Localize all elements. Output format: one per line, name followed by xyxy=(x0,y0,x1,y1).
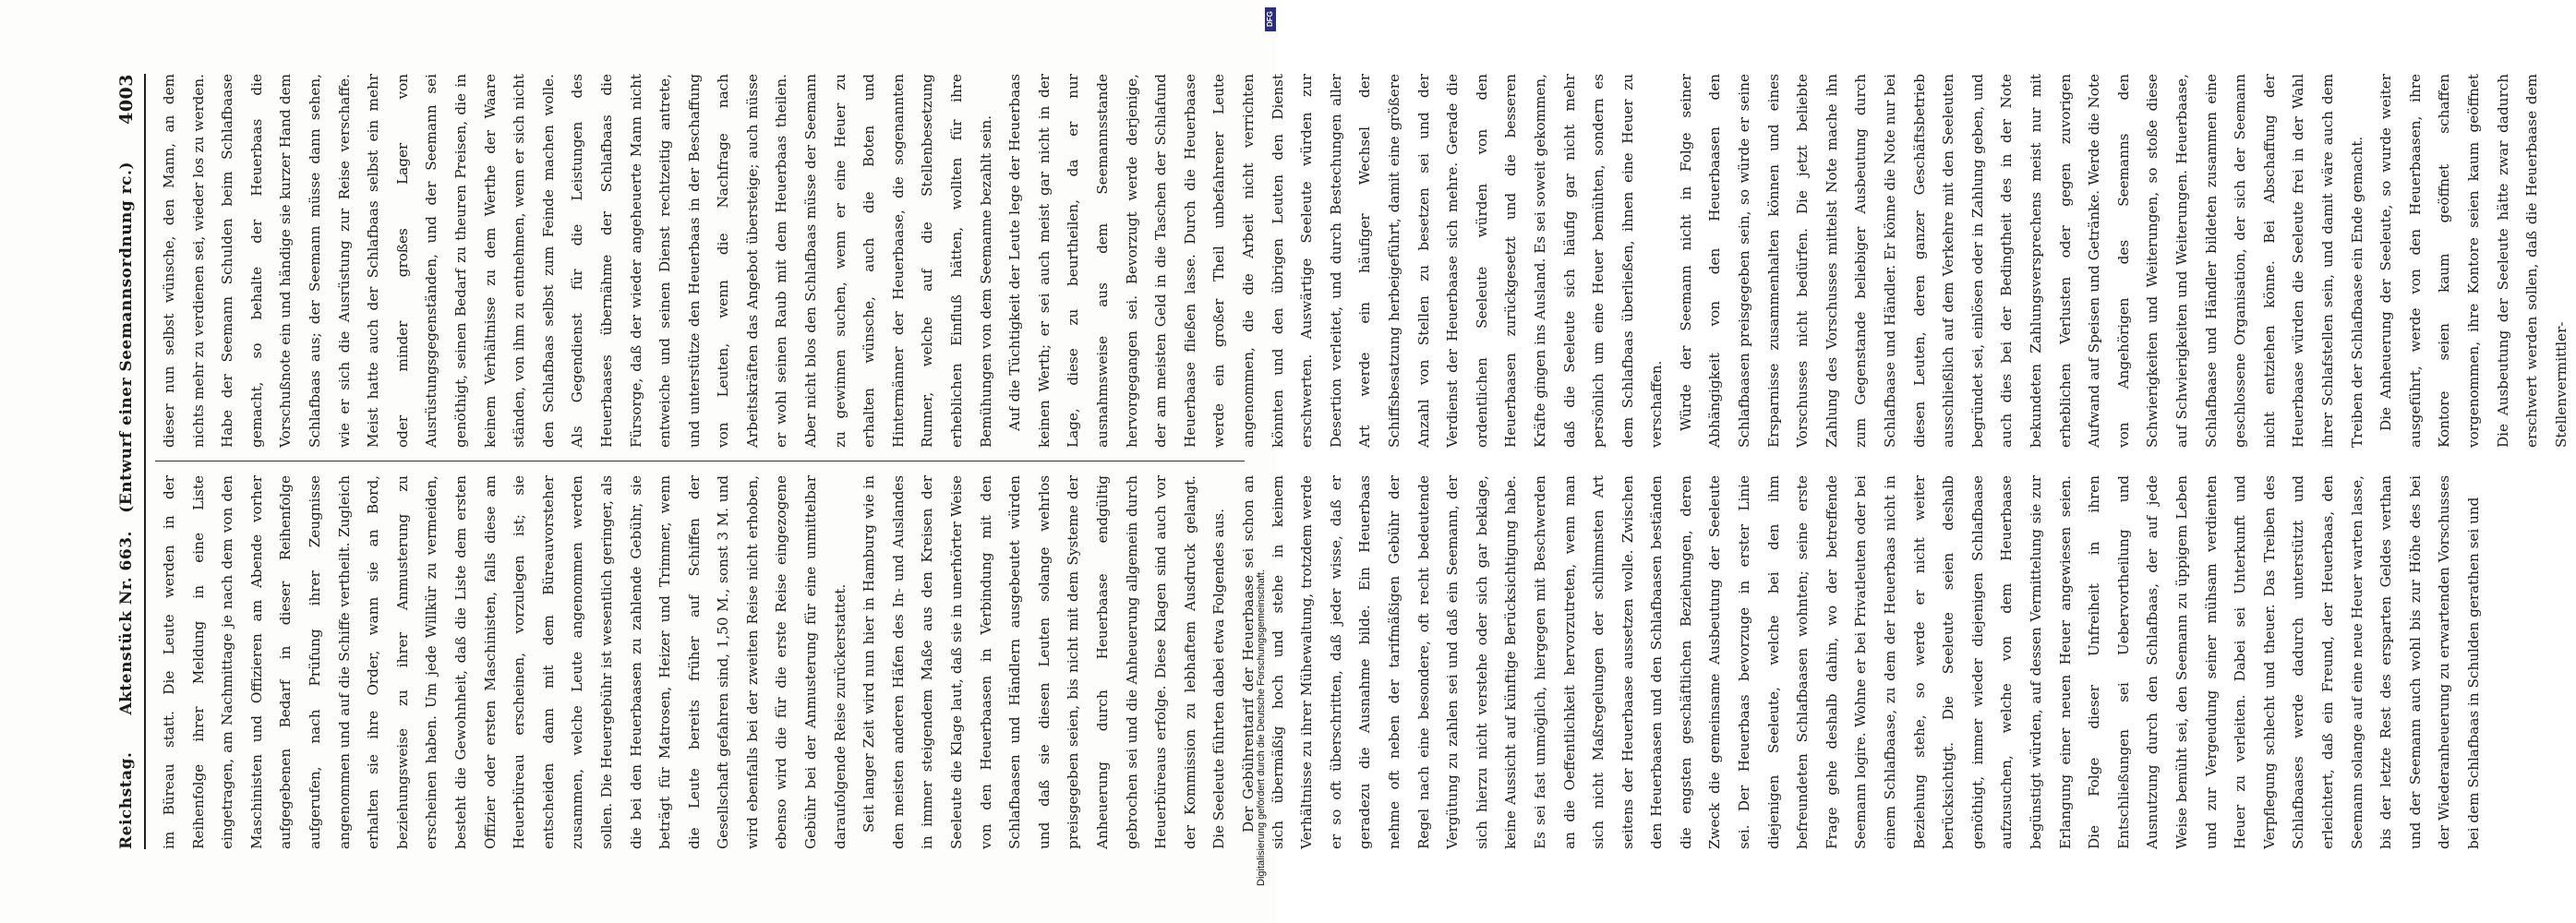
digitization-credit: Digitalisierung gefördert durch die Deutsche Forschungsgemeinschaft. xyxy=(1256,569,1267,886)
dfg-logo: DFG xyxy=(1265,7,1276,31)
paragraph: Die Anheuerung der Seeleute, so wurde weiter ausgeführt, werde von den Heuerbaasen, ihre Kontore seien kaum geöffnet schaffen vorgenommen, ihre Kontore seien kaum geöffnet Die Ausbeutung der Seeleute hätte zwar dadurch erschwert werden sollen, daß die Heuerbaase dem Stellenvermittler- xyxy=(2377,74,2570,448)
paragraph: dieser nun selbst wünsche, den Mann, an dem nichts mehr zu verdienen sei, wieder los zu werden. Habe der Seemann Schulden beim Schlafbaase gemacht, so behalte der Heuerbaas die Vorschußnote ein und händige sie kurzer Hand dem Schlafbaas aus; der Seemann müsse dann sehen, wie er sich die Ausrüstung zur Reise verschaffe. Meist hatte auch der Schlafbaas selbst ein mehr oder minder großes Lager von Ausrüstungsgegenständen, und der Seemann sei genöthigt, seinen Bedarf zu theuren Preisen, die in keinem Verhältnisse zu dem Werthe der Waare ständen, von ihm zu entnehmen, wenn er sich nicht den Schlafbaas selbst zum Feinde machen wolle. Als Gegendienst für die Leistungen des Heuerbaases übernähme der Schlafbaas die Fürsorge, daß der wieder angeheuerte Mann nicht entweiche und seinen Dienst rechtzeitig antrete, und unterstütze den Heuerbaas in der Beschaffung von Leuten, wenn die Nachfrage nach Arbeitskräften das Angebot übersteige; auch müsse er wohl seinen Raub mit dem Heuerbaas theilen. Aber nicht blos den Schlafbaas müsse der Seemann zu gewinnen suchen, wenn er eine Heuer zu erhalten wünsche, auch die Boten und Hintermänner der Heuerbaase, die sogenannten Runner, welche auf die Stellenbesetzung erheblichen Einfluß hätten, wollten für ihre Bemühungen von dem Seemanne bezahlt sein. xyxy=(161,74,994,448)
paragraph: Seit langer Zeit wird nun hier in Hamburg wie in den meisten anderen Häfen des In- und Auslandes in immer steigendem Maße aus den Kreisen der Seeleute die Klage laut, daß sie in unerhörter Weise von den Heuerbaasen in Verbindung mit den Schlafbaasen und Händlern ausgebeutet würden und daß sie diesen Leuten solange wehrlos preisgegeben seien, bis nicht mit dem Systeme der Anheuerung durch Heuerbaase endgültig gebrochen sei und die Anheuerung allgemein durch Heuerbüreaus erfolge. Diese Klagen sind auch vor der Kommission zu lebhaftem Ausdruck gelangt. Die Seeleute führten dabei etwa Folgendes aus. xyxy=(861,475,1228,849)
paragraph: Auf die Tüchtigkeit der Leute lege der Heuerbaas keinen Werth; er sei auch meist gar nicht in der Lage, diese zu beurtheilen, da er nur ausnahmsweise aus dem Seemannsstande hervorgegangen sei. Bevorzugt werde derjenige, der am meisten Geld in die Taschen der Schlafund Heuerbaase fließen lasse. Durch die Heuerbaase werde ein großer Theil unbefahrener Leute angenommen, die die Arbeit nicht verrichten könnten und den übrigen Leuten den Dienst erschwerten. Auswärtige Seeleute würden zur Desertion verleitet, und durch Bestechungen aller Art werde ein häufiger Wechsel der Schiffsbesatzung herbeigeführt, damit eine größere Anzahl von Stellen zu besetzen sei und der Verdienst der Heuerbaase sich mehre. Gerade die ordentlichen Seeleute würden von den Heuerbaasen zurückgesetzt und die besseren Kräfte gingen ins Ausland. Es sei soweit gekommen, daß die Seeleute sich häufig gar nicht mehr persönlich um eine Heuer bemühten, sondern es dem Schlafbaas überließen, ihnen eine Heuer zu verschaffen. xyxy=(1006,74,1666,448)
paragraph: Würde der Seemann nicht in Folge seiner Abhängigkeit von den Heuerbaasen den Schlafbaasen preisgegeben sein, so würde er seine Ersparnisse zusammenhalten können und eines Vorschusses nicht bedürfen. Die jetzt beliebte Zahlung des Vorschusses mittelst Note mache ihn zum Gegenstande beliebiger Ausbeutung durch Schlafbaase und Händler. Er könne die Note nur bei diesen Leuten, deren ganzer Geschäftsbetrieb ausschließlich auf dem Verkehre mit den Seeleuten begründet sei, einlösen oder in Zahlung geben, und auch dies bei der Bedingtheit des in der Note bekundeten Zahlungsversprechens meist nur mit erheblichen Verlusten oder gegen zuvorigen Aufwand auf Speisen und Getränke. Werde die Note von Angehörigen des Seemanns den Schwierigkeiten und Weiterungen, so stoße diese auf Schwierigkeiten und Weiterungen. Heuerbaase, Schlafbaase und Händler bildeten zusammen eine geschlossene Organisation, der sich der Seemann nicht entziehen könne. Bei Abschaffung der Heuerbaase würden die Seeleute frei in der Wahl ihrer Schlafstellen sein, und damit wäre auch dem Treiben der Schlafbaase ein Ende gemacht. xyxy=(1677,74,2365,448)
header-subtitle: (Entwurf einer Seemannsordnung rc.) xyxy=(117,162,136,513)
page-header xyxy=(109,74,146,849)
right-text-column xyxy=(155,74,2570,448)
column-divider xyxy=(155,461,1245,462)
header-reichstag: Reichstag. xyxy=(117,751,136,849)
page-number: 4003 xyxy=(116,74,137,125)
header-aktenstueck: Aktenstück Nr. 663. xyxy=(117,531,136,715)
paragraph: im Büreau statt. Die Leute werden in der Reihenfolge ihrer Meldung in eine Liste eingetragen, am Nachmittage je nach dem von den Maschinisten und Offizieren am Abende vorher aufgegebenen Bedarf in dieser Reihenfolge aufgerufen, nach Prüfung ihrer Zeugnisse angenommen und auf die Schiffe vertheilt. Zugleich erhalten sie ihre Order, wann sie an Bord, beziehungsweise zu ihrer Anmusterung zu erscheinen haben. Um jede Willkür zu vermeiden, besteht die Gewohnheit, daß die Liste dem ersten Offizier oder ersten Maschinisten, falls diese am Heuerbüreau erscheinen, vorzulegen ist; sie entscheiden dann mit dem Büreauvorsteher zusammen, welche Leute angenommen werden sollen. Die Heuergebühr ist wesentlich geringer, als die bei den Heuerbaasen zu zahlende Gebühr, sie beträgt für Matrosen, Heizer und Trimmer, wenn die Leute bereits früher auf Schiffen der Gesellschaft gefahren sind, 1,50 M., sonst 3 M. und wird ebenfalls bei der zweiten Reise nicht erhoben, ebenso wird die für die erste Reise eingezogene Gebühr bei der Anmusterung für eine unmittelbar daraufolgende Reise zurückerstattet. xyxy=(161,475,849,849)
header-document-title xyxy=(117,125,136,752)
paragraph: Der Gebührentarif der Heuerbaase sei schon an sich übermäßig hoch und stehe in keinem Verhältnisse zu ihrer Mühewaltung, trotzdem werde er so oft überschritten, daß jeder wisse, daß er geradezu die Ausnahme bilde. Ein Heuerbaas nehme oft neben der tarifmäßigen Gebühr der Regel nach eine besondere, oft recht bedeutende Vergütung zu zahlen sei und daß ein Seemann, der sich hierzu nicht verstehe oder sich gar beklage, keine Aussicht auf künftige Berücksichtigung habe. Es sei fast unmöglich, hiergegen mit Beschwerden an die Oeffentlichkeit hervorzutreten, wenn man sich nicht Maßregelungen der schlimmsten Art seitens der Heuerbaase aussetzen wolle. Zwischen den Heuerbaasen und den Schlafbaasen beständen die engsten geschäftlichen Beziehungen, deren Zweck die gemeinsame Ausbeutung der Seeleute sei. Der Heuerbaas bevorzuge in erster Linie diejenigen Seeleute, welche bei den ihm befreundeten Schlafbaasen wohnten; seine erste Frage gehe deshalb dahin, wo der betreffende Seemann logire. Wohne er bei Privatleuten oder bei einem Schlafbaase, zu dem der Heuerbaas nicht in Beziehung stehe, so werde er nicht weiter berücksichtigt. Die Seeleute seien deshalb genöthigt, immer wieder diejenigen Schlafbaase aufzusuchen, welche von dem Heuerbaase begünstigt würden, auf dessen Vermittelung sie zur Erlangung einer neuen Heuer angewiesen seien. Die Folge dieser Unfreiheit in ihren Entschließungen sei Uebervortheilung und Ausnutzung durch den Schlafbaas, der auf jede Weise bemüht sei, den Seemann zu üppigem Leben und zur Vergeudung seiner mühsam verdienten Heuer zu verleiten. Dabei sei Unterkunft und Verpflegung schlecht und theuer. Das Treiben des Schlafbaases werde dadurch unterstützt und erleichtert, daß ein Freund, der Heuerbaas, den Seemann solange auf eine neue Heuer warten lasse, bis der letzte Rest des ersparten Geldes verthan und der Seemann auch wohl bis zur Höhe des bei der Wiederanheuerung zu erwartenden Vorschusses bei dem Schlafbaas in Schulden gerathen sei und xyxy=(1239,475,2482,849)
